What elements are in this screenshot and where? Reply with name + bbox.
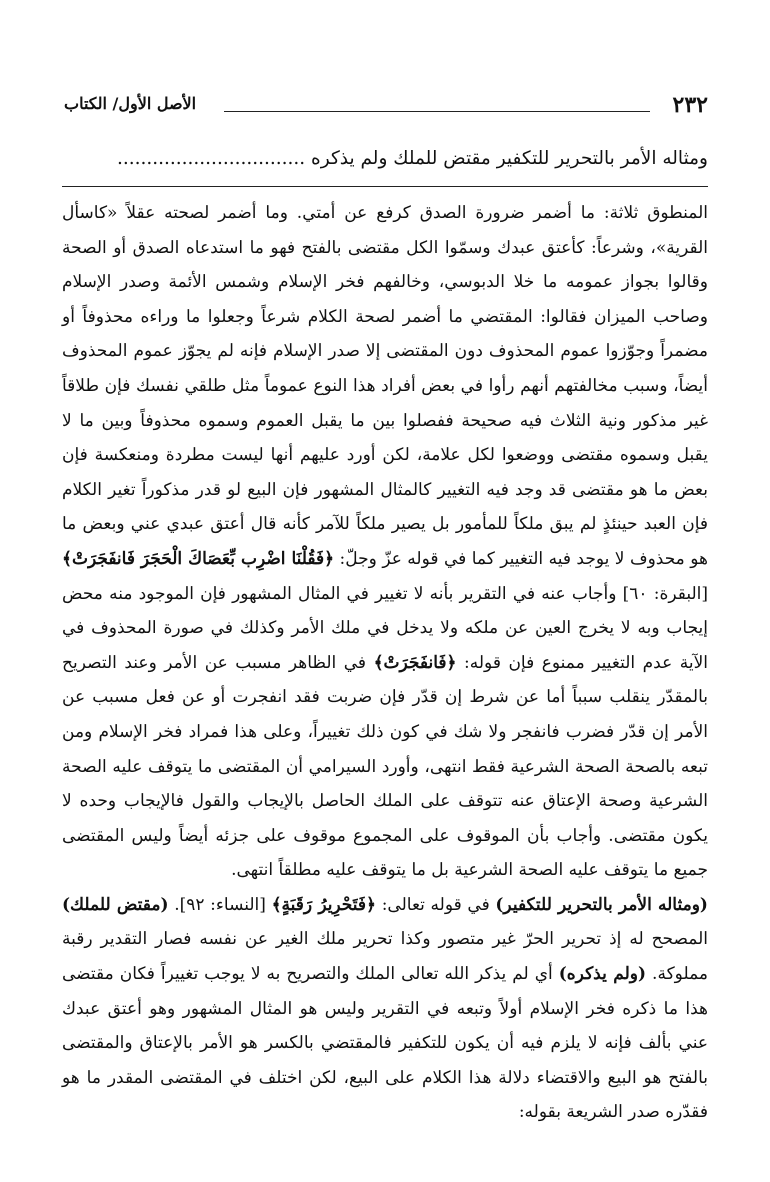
matn-quote-1: (ومثاله الأمر بالتحرير للتكفير)	[495, 894, 708, 915]
quran-verse-3: ﴿فَتَحْرِيرُ رَقَبَةٍ﴾	[271, 894, 377, 915]
quran-verse-1: ﴿فَقُلْنَا اضْرِب بِّعَصَاكَ الْحَجَرَ فَانفَجَرَتْ﴾	[62, 548, 335, 569]
matn-quote-2: (مقتض للملك)	[62, 894, 169, 915]
para2-text-c: أي لم يذكر الله تعالى الملك والتصريح به لا يوجب تغييراً فكان مقتضى هذا ما ذكره فخر الإسلام أولاً وتبعه في التقرير وليس هو المثال المشهور وهو أعتق عبدك عني بألف فإنه لا يلزم فيه أن يكون للتكفير فالمقتضي بالكسر هو الأمر بالإعتاق والمقتضى بالفتح هو البيع والاقتضاء دلالة هذا الكلام على البيع، لكن اختلف في المقتضى المقدر ما هو فقدّره صدر الشريعة بقوله:	[62, 964, 708, 1123]
commentary-body	[62, 196, 708, 1130]
para2-text-b: المصحح له إذ تحرير الحرّ غير متصور وكذا تحرير ملك الغير عن نفسه فصار التقدير رقبة مملوكة.	[62, 929, 709, 985]
matn-quote-3: (ولم يذكره)	[558, 964, 647, 985]
quran-reference-1: [البقرة: ٦٠]	[622, 583, 708, 604]
page-number: ٢٣٢	[672, 92, 708, 118]
matn-dots: ................................	[116, 148, 306, 169]
separator-rule	[62, 186, 708, 187]
para1-text-a: المنطوق ثلاثة: ما أضمر ضرورة الصدق كرفع عن أمتي. وما أضمر لصحته عقلاً «كاسأل القرية»، وشرعاً: كأعتق عبدك وسمّوا الكل مقتضى بالفتح فهو ما استدعاه الصدق أو الصحة وقالوا بجواز عمومه ما خلا الدبوسي، وخالفهم فخر الإسلام وشمس الأئمة وصدر الإسلام وصاحب الميزان فقالوا: المقتضي ما أضمر لصحة الكلام شرعاً وجعلوا ما وراءه محذوفاً أو مضمراً وجوّزوا عموم المحذوف دون المقتضى إلا صدر الإسلام فإنه لم يجوّز عموم المحذوف أيضاً، وسبب مخالفتهم أنهم رأوا في بعض أفراد هذا النوع عموماً مثل طلقي نفسك فإن طلاقاً غير مذكور ونية الثلاث فيه صحيحة ففصلوا بين ما يقبل العموم وسموه محذوفاً وبين ما لا يقبل وسموه مقتضى ووضعوا لكل علامة، لكن أورد عليهم أنها ليست مطردة ومنعكسة فإن بعض ما هو مقتضى قد وجد فيه التغيير كالمثال المشهور فإن البيع لو قدر مذكوراً تغير الكلام فإن العبد حينئذٍ لم يبق ملكاً للمأمور بل يصير ملكاً للآمر كأنه قال أعتق عبدي عني وبعض ما هو محذوف لا يوجد فيه التغيير كما في قوله عزّ وجلّ:	[62, 203, 708, 569]
paragraph-1	[62, 196, 708, 888]
para1-text-b: وأجاب عنه في التقرير بأنه لا تغيير في المثال المشهور فإن الموجود منه محض إيجاب وبه لا يخرج العين عن ملكه ولا يدخل في ملك الأمر وكذلك في صورة المحذوف في الآية عدم التغيير ممنوع فإن قوله:	[62, 583, 708, 673]
para1-text-c: في الظاهر مسبب عن الأمر وعند التصريح بالمقدّر ينقلب سبباً أما عن شرط إن قدّر فإن ضربت فقد انفجرت أو عن فعل مسبب عن الأمر إن قدّر فضرب فانفجر ولا شك في كون ذلك تغييراً، وعلى هذا فمراد فخر الإسلام ومن تبعه بالصحة الصحة الشرعية فقط انتهى، وأورد السيرامي أن المقتضى ما يتوقف عليه الصحة الشرعية وصحة الإعتاق عنه تتوقف على الملك الحاصل بالإيجاب والقول فالإيجاب وحده لا يكون مقتضى. وأجاب بأن الموقوف على المجموع موقوف على جزئه أيضاً وليس المقتضى جميع ما يتوقف عليه الصحة الشرعية بل ما يتوقف عليه مطلقاً انتهى.	[62, 652, 708, 881]
matn-text: ومثاله الأمر بالتحرير للتكفير مقتض للملك ولم يذكره	[311, 148, 708, 169]
page-header	[64, 92, 708, 122]
quran-verse-2: ﴿فَانفَجَرَتْ﴾	[373, 652, 457, 673]
matn-line	[62, 140, 708, 178]
paragraph-2	[62, 888, 708, 1130]
running-title: الأصل الأول/ الكتاب	[64, 94, 197, 113]
para2-text-a: في قوله تعالى:	[381, 894, 490, 915]
quran-reference-2: [النساء: ٩٢].	[174, 894, 266, 915]
header-rule	[224, 111, 650, 112]
